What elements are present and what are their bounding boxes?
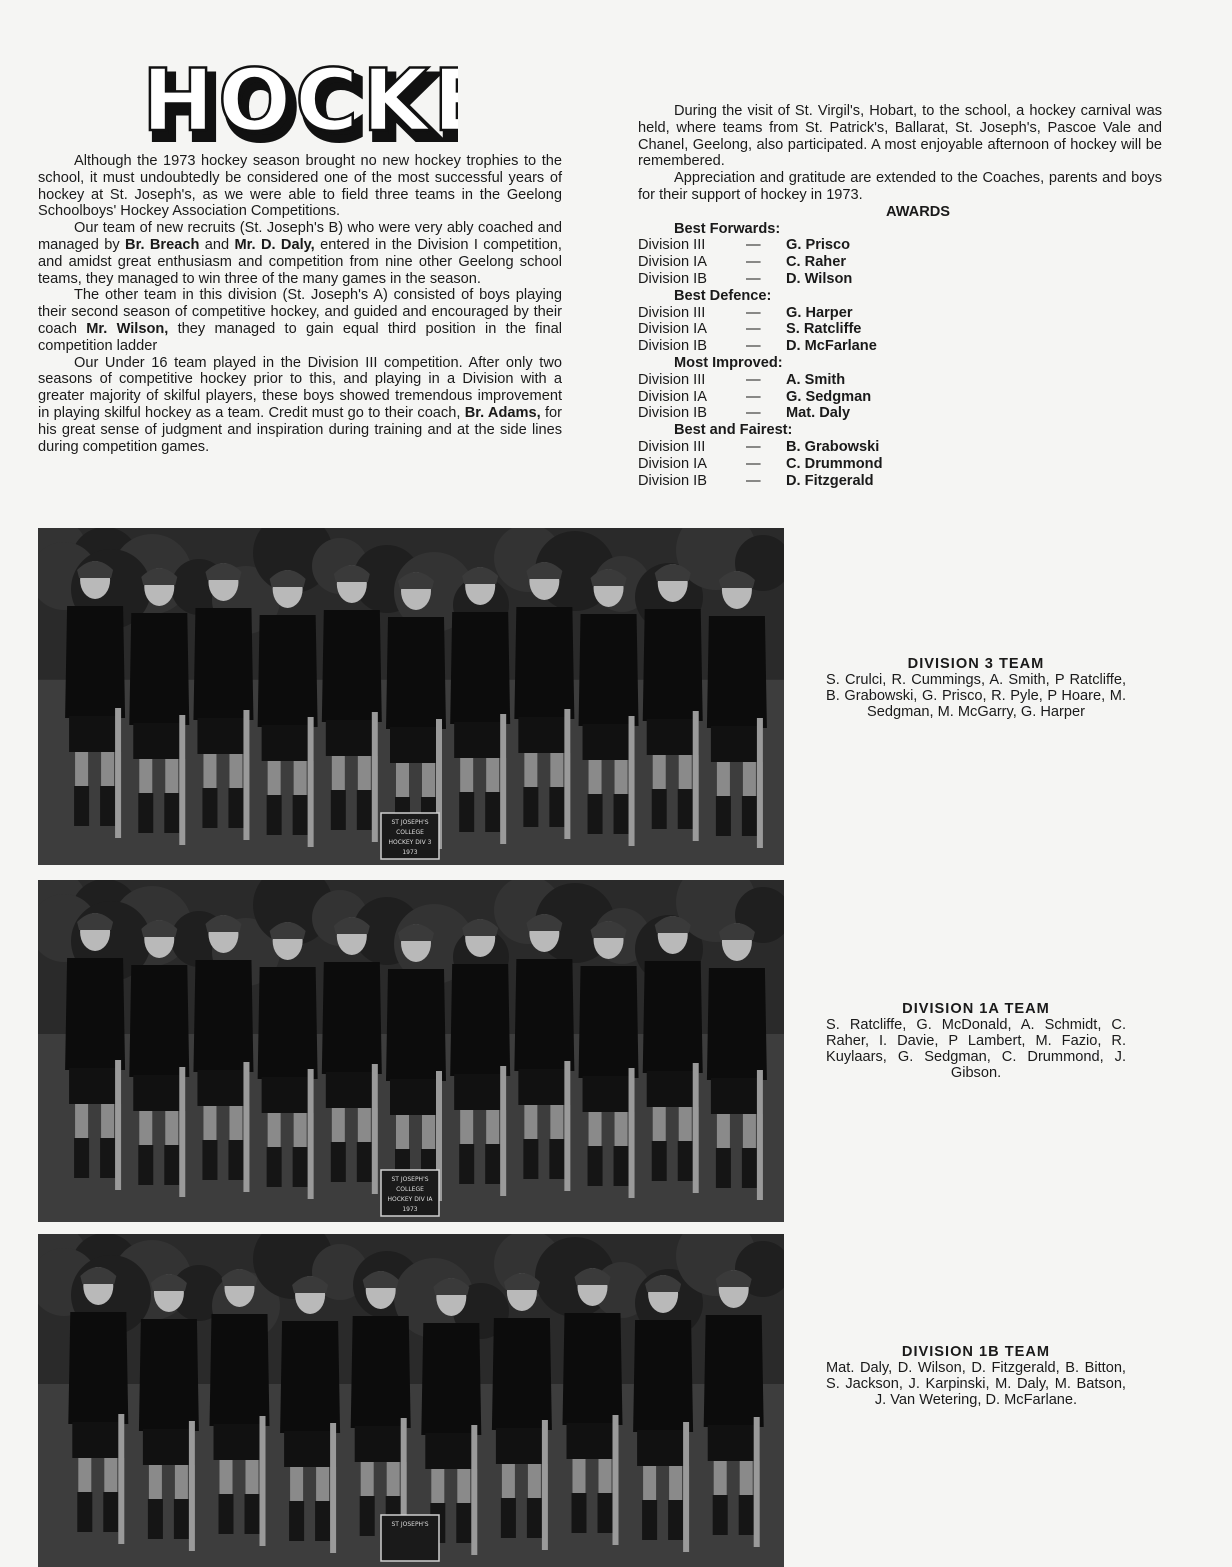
player-shirt xyxy=(258,615,318,727)
team-sign-text: COLLEGE xyxy=(396,1186,424,1193)
caption-title: DIVISION 3 TEAM xyxy=(907,656,1045,672)
player-sock xyxy=(74,1138,89,1178)
player-sock xyxy=(164,793,179,833)
awards-list xyxy=(638,221,1162,490)
award-dash: — xyxy=(746,388,761,405)
player-sock xyxy=(713,1495,728,1535)
award-winner: B. Grabowski xyxy=(786,438,880,455)
player-sock xyxy=(174,1499,189,1539)
player-shirt xyxy=(68,1312,128,1424)
player-shorts xyxy=(708,1425,760,1461)
player-sock xyxy=(459,1144,474,1184)
left-column-text xyxy=(38,153,562,455)
player-sock xyxy=(202,788,217,828)
player-sock xyxy=(642,1500,657,1540)
hockey-stick xyxy=(500,1066,506,1196)
player-shorts xyxy=(390,1079,442,1115)
division-1b-team-photo xyxy=(38,1234,784,1567)
player-shorts xyxy=(454,1074,506,1110)
player-shorts xyxy=(454,722,506,758)
hockey-stick xyxy=(115,1060,121,1190)
player-sock xyxy=(598,1493,613,1533)
team-sign-text: ST JOSEPH'S xyxy=(391,1176,429,1183)
player-shirt xyxy=(322,962,382,1074)
award-row xyxy=(638,372,1162,389)
player-shorts xyxy=(425,1433,477,1469)
award-dash: — xyxy=(746,405,761,422)
award-category: Best Forwards: xyxy=(674,220,781,237)
award-row xyxy=(638,456,1162,473)
player-sock xyxy=(164,1145,179,1185)
hockey-stick xyxy=(542,1420,548,1550)
player-shirt xyxy=(65,958,125,1070)
bold-name: Mr. D. Daly, xyxy=(234,236,315,253)
player-sock xyxy=(360,1496,375,1536)
award-category: Best Defence: xyxy=(674,287,772,304)
hockey-stick xyxy=(683,1422,689,1552)
award-winner: D. McFarlane xyxy=(786,338,877,355)
player-shirt xyxy=(579,966,639,1078)
player-sock xyxy=(100,1138,115,1178)
body-paragraph xyxy=(38,355,562,456)
award-row xyxy=(638,473,1162,490)
player-shirt xyxy=(707,616,767,728)
player-shorts xyxy=(518,1069,570,1105)
award-division: Division III xyxy=(638,237,706,254)
player-shorts xyxy=(69,1068,121,1104)
award-division: Division IB xyxy=(638,270,707,287)
bold-name: Br. Breach xyxy=(125,236,200,253)
award-row xyxy=(638,254,1162,271)
player-sock xyxy=(678,789,693,829)
bold-name: Br. Adams, xyxy=(464,404,541,421)
player-shorts xyxy=(143,1429,195,1465)
player-shorts xyxy=(326,1072,378,1108)
award-row xyxy=(638,237,1162,254)
player-sock xyxy=(100,786,115,826)
player-sock xyxy=(315,1501,330,1541)
award-division: Division III xyxy=(638,304,706,321)
carnival-paragraph: During the visit of St. Virgil's, Hobart, to the school, a hockey carnival was held, where teams from St. Patrick's, Ballarat, St. Joseph's, Pascoe Vale and Chanel, Geelong, also participated. A most enjoyable afternoon of hockey will be remembered. xyxy=(638,103,1162,170)
player-sock xyxy=(289,1501,304,1541)
player-shirt xyxy=(514,607,574,719)
player-shorts xyxy=(133,1075,185,1111)
award-division: Division III xyxy=(638,371,706,388)
player-shirt xyxy=(579,614,639,726)
bold-name: Mr. Wilson, xyxy=(86,320,169,337)
player-sock xyxy=(293,1147,308,1187)
hockey-stick xyxy=(757,1070,763,1200)
player-sock xyxy=(716,796,731,836)
award-category: Best and Fairest: xyxy=(674,422,793,439)
player-sock xyxy=(588,794,603,834)
award-dash: — xyxy=(746,371,761,388)
hockey-stick xyxy=(693,711,699,841)
hockey-stick xyxy=(564,709,570,839)
award-winner: S. Ratcliffe xyxy=(786,321,862,338)
player-shirt xyxy=(450,964,510,1076)
player-shirt xyxy=(514,959,574,1071)
team-sign-text: 1973 xyxy=(402,1206,418,1213)
division-1b-caption xyxy=(826,1344,1126,1408)
player-shorts xyxy=(583,1076,635,1112)
award-category: Most Improved: xyxy=(674,354,783,371)
player-sock xyxy=(138,1145,153,1185)
player-sock xyxy=(459,792,474,832)
team-sign-text: COLLEGE xyxy=(396,829,424,836)
player-shirt xyxy=(258,967,318,1079)
award-division: Division IA xyxy=(638,321,707,338)
player-shirt xyxy=(704,1315,764,1427)
player-sock xyxy=(527,1498,542,1538)
award-winner: D. Wilson xyxy=(786,270,853,287)
player-shorts xyxy=(567,1423,619,1459)
award-winner: Mat. Daly xyxy=(786,405,851,422)
text-run: Although the 1973 hockey season brought no new hockey trophies to the school, it must undoubtedly be considered one of the most successful years of hockey at St. Joseph's, as we were able to field three teams in the Geelong Schoolboys' Hockey Association Competitions. xyxy=(38,153,562,220)
player-shirt xyxy=(421,1323,481,1435)
player-sock xyxy=(267,1147,282,1187)
player-sock xyxy=(74,786,89,826)
player-sock xyxy=(357,790,372,830)
hockey-stick xyxy=(613,1415,619,1545)
player-sock xyxy=(614,794,629,834)
player-shirt xyxy=(139,1319,199,1431)
page-title xyxy=(138,58,458,158)
team-sign-text: ST JOSEPH'S xyxy=(391,1521,429,1528)
division-1a-team-photo xyxy=(38,880,784,1222)
award-dash: — xyxy=(746,304,761,321)
text-run: Our Under 16 team played in the Division III competition. After only two seasons of competitive hockey prior to this, and playing in a Division with a greater majority of skilful players, these boys showed tremendous improvement in playing skilful hockey as a team. Credit must go to their coach, xyxy=(38,354,562,421)
division-3-caption xyxy=(826,656,1126,720)
player-shorts xyxy=(133,723,185,759)
award-division: Division IA xyxy=(638,455,707,472)
award-division: Division IB xyxy=(638,472,707,489)
player-shirt xyxy=(193,608,253,720)
player-shirt xyxy=(193,960,253,1072)
hockey-stick xyxy=(308,1069,314,1199)
text-run: Our team of new recruits (St. Joseph's B) who were very ably coached and managed by xyxy=(38,220,562,253)
player-sock xyxy=(202,1140,217,1180)
player-shirt xyxy=(643,609,703,721)
player-sock xyxy=(549,787,564,827)
award-winner: C. Raher xyxy=(786,254,847,271)
player-sock xyxy=(588,1146,603,1186)
team-sign-text: ST JOSEPH'S xyxy=(391,819,429,826)
caption-title: DIVISION 1A TEAM xyxy=(902,1001,1050,1017)
player-sock xyxy=(331,1142,346,1182)
hockey-stick xyxy=(754,1417,760,1547)
player-sock xyxy=(148,1499,163,1539)
caption-names: Mat. Daly, D. Wilson, D. Fitzgerald, B. Bitton, S. Jackson, J. Karpinski, M. Daly, M. Batson, J. Van Wetering, D. McFarlane. xyxy=(826,1360,1126,1408)
team-sign-text: HOCKEY DIV 3 xyxy=(388,839,432,846)
player-shorts xyxy=(69,716,121,752)
player-shorts xyxy=(711,1078,763,1114)
caption-names: S. Crulci, R. Cummings, A. Smith, P Ratcliffe, B. Grabowski, G. Prisco, R. Pyle, P Hoare, M. Sedgman, M. McGarry, G. Harper xyxy=(826,672,1126,720)
player-shorts xyxy=(647,1071,699,1107)
player-shirt xyxy=(129,965,189,1077)
player-sock xyxy=(501,1498,516,1538)
player-shorts xyxy=(326,720,378,756)
player-sock xyxy=(456,1503,471,1543)
player-sock xyxy=(357,1142,372,1182)
player-sock xyxy=(485,792,500,832)
award-division: Division IA xyxy=(638,254,707,271)
player-shorts xyxy=(262,1077,314,1113)
player-shorts xyxy=(355,1426,407,1462)
player-shirt xyxy=(386,969,446,1081)
body-paragraph xyxy=(38,153,562,220)
hockey-stick xyxy=(308,717,314,847)
hockey-stick xyxy=(757,718,763,848)
player-shirt xyxy=(386,617,446,729)
hockey-stick xyxy=(243,1062,249,1192)
player-shirt xyxy=(280,1321,340,1433)
award-row xyxy=(638,321,1162,338)
hockey-stick xyxy=(118,1414,124,1544)
player-sock xyxy=(668,1500,683,1540)
player-sock xyxy=(228,1140,243,1180)
player-sock xyxy=(219,1494,234,1534)
player-sock xyxy=(716,1148,731,1188)
body-paragraph xyxy=(38,220,562,287)
player-shirt xyxy=(210,1314,270,1426)
player-sock xyxy=(572,1493,587,1533)
division-3-team-photo xyxy=(38,528,784,865)
team-sign-text: HOCKEY DIV IA xyxy=(387,1196,433,1203)
award-winner: G. Sedgman xyxy=(786,388,872,405)
player-sock xyxy=(103,1492,118,1532)
player-shorts xyxy=(72,1422,124,1458)
player-shirt xyxy=(643,961,703,1073)
hockey-stick xyxy=(372,1064,378,1194)
award-row xyxy=(638,338,1162,355)
player-shirt xyxy=(129,613,189,725)
award-winner: G. Harper xyxy=(786,304,853,321)
award-dash: — xyxy=(746,455,761,472)
hockey-stick xyxy=(179,1067,185,1197)
player-shorts xyxy=(197,1070,249,1106)
player-shorts xyxy=(197,718,249,754)
player-shirt xyxy=(322,610,382,722)
hockey-stick xyxy=(372,712,378,842)
caption-names: S. Ratcliffe, G. McDonald, A. Schmidt, C. Raher, I. Davie, P Lambert, M. Fazio, R. Kuylaars, G. Sedgman, C. Drummond, J. Gibson. xyxy=(826,1017,1126,1081)
player-shorts xyxy=(518,717,570,753)
award-division: Division IA xyxy=(638,388,707,405)
hockey-stick xyxy=(629,716,635,846)
player-sock xyxy=(267,795,282,835)
appreciation-paragraph: Appreciation and gratitude are extended to the Coaches, parents and boys for their support of hockey in 1973. xyxy=(638,170,1162,203)
player-shorts xyxy=(262,725,314,761)
player-shirt xyxy=(633,1320,693,1432)
hockey-stick xyxy=(115,708,121,838)
player-sock xyxy=(485,1144,500,1184)
award-row xyxy=(638,305,1162,322)
text-run: and xyxy=(199,236,235,253)
player-sock xyxy=(614,1146,629,1186)
caption-title: DIVISION 1B TEAM xyxy=(901,1344,1051,1360)
hockey-stick xyxy=(179,715,185,845)
hockey-stick xyxy=(693,1063,699,1193)
award-dash: — xyxy=(746,254,761,271)
hockey-stick xyxy=(189,1421,195,1551)
player-sock xyxy=(652,1141,667,1181)
player-shorts xyxy=(390,727,442,763)
award-dash: — xyxy=(746,270,761,287)
player-sock xyxy=(678,1141,693,1181)
text-run: they managed to gain equal third position in the final competition ladder xyxy=(38,320,562,354)
player-sock xyxy=(245,1494,260,1534)
award-winner: C. Drummond xyxy=(786,455,883,472)
award-row xyxy=(638,439,1162,456)
player-shirt xyxy=(492,1318,552,1430)
right-column xyxy=(638,103,1162,489)
text-run: The other team in this division (St. Joseph's A) consisted of boys playing their second season of competitive hockey, and guided and encouraged by their coach xyxy=(38,287,562,337)
award-row xyxy=(638,389,1162,406)
award-dash: — xyxy=(746,472,761,489)
player-shirt xyxy=(65,606,125,718)
hockey-stick xyxy=(629,1068,635,1198)
hockey-stick xyxy=(260,1416,266,1546)
player-shirt xyxy=(450,612,510,724)
hockey-stick xyxy=(471,1425,477,1555)
award-dash: — xyxy=(746,438,761,455)
player-sock xyxy=(331,790,346,830)
text-run: for his great sense of judgment and inspiration during training and at the side lines during competition games. xyxy=(38,404,562,455)
hockey-title-art xyxy=(138,58,458,158)
player-shirt xyxy=(563,1313,623,1425)
division-1a-caption xyxy=(826,1001,1126,1081)
player-shorts xyxy=(583,724,635,760)
award-division: Division IB xyxy=(638,405,707,422)
player-shorts xyxy=(496,1428,548,1464)
title-text: HOCK xyxy=(142,58,433,151)
player-shorts xyxy=(214,1424,266,1460)
award-dash: — xyxy=(746,237,761,254)
player-shirt xyxy=(351,1316,411,1428)
text-run: entered in the Division I competition, and amidst great enthusiasm and competition from nine other Geelong school teams, they managed to win three of the many games in the season. xyxy=(38,236,562,287)
player-sock xyxy=(742,796,757,836)
player-sock xyxy=(742,1148,757,1188)
title-shadow: HOCK xyxy=(148,59,439,158)
hockey-stick xyxy=(500,714,506,844)
body-paragraph xyxy=(38,287,562,354)
player-sock xyxy=(739,1495,754,1535)
team-sign-text: 1973 xyxy=(402,849,418,856)
award-dash: — xyxy=(746,338,761,355)
player-sock xyxy=(138,793,153,833)
award-winner: A. Smith xyxy=(786,371,846,388)
player-sock xyxy=(523,787,538,827)
hockey-stick xyxy=(564,1061,570,1191)
awards-heading: AWARDS xyxy=(885,203,951,220)
award-winner: G. Prisco xyxy=(786,237,851,254)
award-winner: D. Fitzgerald xyxy=(786,472,874,489)
player-shorts xyxy=(637,1430,689,1466)
award-division: Division III xyxy=(638,438,706,455)
player-shorts xyxy=(647,719,699,755)
hockey-stick xyxy=(243,710,249,840)
player-sock xyxy=(652,789,667,829)
award-division: Division IB xyxy=(638,338,707,355)
player-sock xyxy=(549,1139,564,1179)
player-shirt xyxy=(707,968,767,1080)
award-row xyxy=(638,271,1162,288)
hockey-stick xyxy=(330,1423,336,1553)
award-dash: — xyxy=(746,321,761,338)
player-sock xyxy=(77,1492,92,1532)
player-sock xyxy=(228,788,243,828)
player-sock xyxy=(293,795,308,835)
player-sock xyxy=(523,1139,538,1179)
award-row xyxy=(638,405,1162,422)
player-shorts xyxy=(284,1431,336,1467)
player-shorts xyxy=(711,726,763,762)
